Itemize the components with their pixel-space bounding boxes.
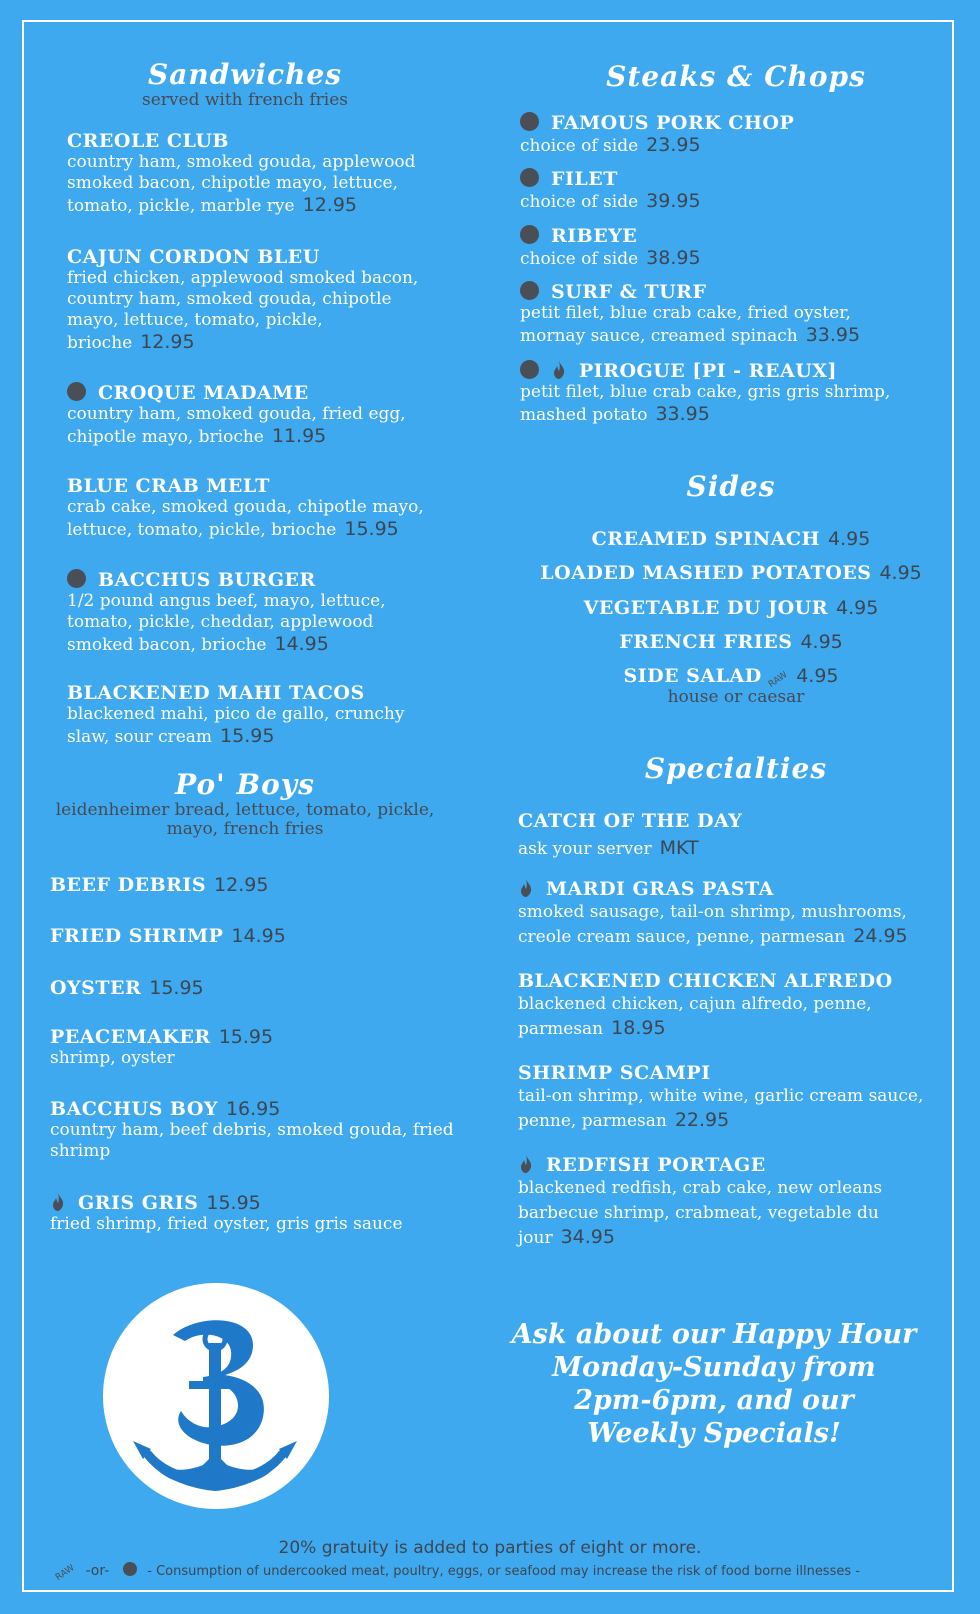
- item-name: CATCH OF THE DAY: [518, 810, 743, 832]
- item-name: BEEF DEBRIS: [50, 874, 207, 896]
- specialties-title: Specialties: [644, 752, 828, 785]
- menu-item-beef-debris: [50, 874, 490, 896]
- menu-item-bacchus-boy: [50, 1098, 460, 1162]
- menu-item-cajun-cordon-bleu: [67, 246, 437, 354]
- item-name: CROQUE MADAME: [98, 382, 309, 404]
- item-desc: choice of side: [520, 249, 639, 269]
- item-desc: smoked sausage, tail-on shrimp, mushrooms, creole cream sauce, penne, parmesan: [518, 902, 907, 947]
- item-name: FRENCH FRIES: [619, 631, 793, 653]
- sandwiches-subtitle: served with french fries: [142, 90, 348, 110]
- item-desc: shrimp, oyster: [50, 1048, 175, 1068]
- specialties-header: [516, 752, 956, 785]
- item-price: 14.95: [231, 925, 286, 947]
- item-name: BACCHUS BURGER: [98, 569, 316, 591]
- spicy-flame-icon: [518, 878, 534, 898]
- item-desc: crab cake, smoked gouda, chipotle mayo, lettuce, tomato, pickle, brioche: [67, 497, 424, 540]
- item-price: 4.95: [836, 597, 879, 619]
- item-price: 11.95: [271, 425, 327, 447]
- sides-title: Sides: [686, 470, 776, 503]
- item-price: 4.95: [800, 631, 843, 653]
- menu-item-surf-and-turf: [520, 281, 920, 347]
- menu-item-catch-of-the-day: [518, 810, 948, 866]
- item-desc: petit filet, blue crab cake, fried oyster, mornay sauce, creamed spinach: [520, 303, 851, 346]
- anchor-b-logo-icon: [103, 1283, 329, 1509]
- item-name: SHRIMP SCAMPI: [518, 1062, 711, 1084]
- item-desc: blackened mahi, pico de gallo, crunchy slaw, sour cream: [67, 704, 405, 747]
- item-desc: ask your server: [518, 839, 652, 859]
- menu-item-redfish-portage: [518, 1154, 908, 1251]
- item-name: FILET: [551, 168, 618, 190]
- item-desc: 1/2 pound angus beef, mayo, lettuce, tomato, pickle, cheddar, applewood smoked bacon, brioche: [67, 591, 386, 655]
- item-name: RIBEYE: [551, 225, 638, 247]
- item-price: 38.95: [646, 247, 701, 269]
- item-price: 39.95: [646, 190, 701, 212]
- item-name: PEACEMAKER: [50, 1026, 211, 1048]
- item-desc: country ham, beef debris, smoked gouda, fried shrimp: [50, 1120, 454, 1161]
- menu-item-ribeye: [520, 225, 950, 270]
- steaks-header: [516, 60, 956, 93]
- item-price: 15.95: [206, 1192, 261, 1214]
- item-price: 4.95: [879, 562, 922, 584]
- restaurant-logo: [103, 1283, 329, 1509]
- item-price: 34.95: [560, 1226, 615, 1248]
- item-desc: fried shrimp, fried oyster, gris gris sauce: [50, 1214, 403, 1234]
- steaks-title: Steaks & Chops: [606, 60, 866, 93]
- item-desc: petit filet, blue crab cake, gris gris shrimp, mashed potato: [520, 382, 891, 425]
- side-item-french-fries: [516, 631, 946, 653]
- item-name: PIROGUE [PI - REAUX]: [579, 360, 838, 382]
- sides-header: [516, 470, 946, 503]
- happy-hour-line: Monday-Sunday from: [552, 1352, 876, 1383]
- warning-text: - Consumption of undercooked meat, poultry, eggs, or seafood may increase the risk of food borne illnesses -: [147, 1564, 860, 1579]
- menu-item-pirogue: [520, 360, 900, 426]
- undercooked-dot-icon: [67, 382, 86, 401]
- sandwiches-header: [40, 58, 450, 110]
- undercooked-dot-icon: [520, 281, 539, 300]
- menu-item-peacemaker: [50, 1026, 490, 1069]
- item-price: 33.95: [655, 403, 710, 425]
- item-price: 23.95: [646, 134, 701, 156]
- item-price: 15.95: [344, 518, 399, 540]
- item-desc: choice of side: [520, 192, 639, 212]
- item-price: 12.95: [302, 194, 358, 216]
- menu-item-creole-club: [67, 130, 437, 217]
- item-price: 15.95: [220, 725, 275, 747]
- item-price: 14.95: [274, 633, 329, 655]
- left-column: [40, 52, 480, 1252]
- item-price: 15.95: [149, 977, 204, 999]
- menu-item-blackened-mahi-tacos: [67, 682, 437, 748]
- item-name: CREOLE CLUB: [67, 130, 229, 152]
- item-price: 4.95: [828, 528, 871, 550]
- item-desc: choice of side: [520, 136, 639, 156]
- item-name: CAJUN CORDON BLEU: [67, 246, 320, 268]
- item-price: 12.95: [140, 331, 195, 353]
- undercooked-dot-icon: [520, 168, 539, 187]
- item-desc: fried chicken, applewood smoked bacon, country ham, smoked gouda, chipotle mayo, lettuce, tomato, pickle, brioche: [67, 268, 419, 353]
- undercooked-dot-icon: [520, 225, 539, 244]
- item-name: BACCHUS BOY: [50, 1098, 218, 1120]
- menu-item-blue-crab-melt: [67, 475, 437, 541]
- gratuity-note: 20% gratuity is added to parties of eight or more.: [278, 1538, 702, 1558]
- item-name: SIDE SALAD: [623, 665, 762, 687]
- happy-hour-promo: [508, 1318, 920, 1450]
- item-desc: blackened chicken, cajun alfredo, penne, parmesan: [518, 994, 872, 1039]
- item-price: 4.95: [796, 665, 839, 687]
- sandwiches-title: Sandwiches: [147, 58, 343, 91]
- side-item-loaded-mashed-potatoes: [516, 562, 946, 584]
- menu-item-filet: [520, 168, 950, 213]
- item-name: BLUE CRAB MELT: [67, 475, 270, 497]
- item-price: 33.95: [805, 324, 861, 346]
- undercooked-dot-icon: [520, 112, 539, 131]
- menu-item-bacchus-burger: [67, 569, 437, 656]
- item-name: GRIS GRIS: [78, 1192, 199, 1214]
- undercooked-dot-icon: [123, 1562, 137, 1576]
- item-name: VEGETABLE DU JOUR: [583, 597, 829, 619]
- item-note: house or caesar: [667, 687, 805, 707]
- side-item-vegetable-du-jour: [516, 597, 946, 619]
- side-item-side-salad: [516, 665, 946, 707]
- undercooked-dot-icon: [67, 569, 86, 588]
- item-name: OYSTER: [50, 977, 142, 999]
- happy-hour-line: 2pm-6pm, and our: [574, 1385, 854, 1416]
- raw-marker: RAW: [53, 1563, 77, 1583]
- menu-item-croque-madame: [67, 382, 437, 448]
- side-item-creamed-spinach: [516, 528, 946, 550]
- item-name: MARDI GRAS PASTA: [546, 878, 774, 900]
- right-column: [516, 52, 946, 1252]
- poboys-subtitle: leidenheimer bread, lettuce, tomato, pickle, mayo, french fries: [55, 800, 435, 839]
- spicy-flame-icon: [518, 1154, 534, 1174]
- item-price: 24.95: [853, 925, 908, 947]
- happy-hour-line: Ask about our Happy Hour: [511, 1319, 917, 1350]
- item-desc: tail-on shrimp, white wine, garlic cream sauce, penne, parmesan: [518, 1086, 924, 1131]
- poboys-header: [40, 768, 450, 839]
- menu-item-blackened-chicken-alfredo: [518, 970, 918, 1042]
- item-name: BLACKENED MAHI TACOS: [67, 682, 365, 704]
- or-label: -or-: [85, 1563, 110, 1579]
- item-desc: country ham, smoked gouda, fried egg, chipotle mayo, brioche: [67, 404, 406, 447]
- item-name: REDFISH PORTAGE: [546, 1154, 766, 1176]
- item-name: SURF & TURF: [551, 281, 707, 303]
- poboys-title: Po' Boys: [175, 768, 315, 801]
- menu-item-gris-gris: [50, 1192, 490, 1235]
- item-price: 18.95: [611, 1017, 666, 1039]
- item-desc: blackened redfish, crab cake, new orleans barbecue shrimp, crabmeat, vegetable du jour: [518, 1178, 883, 1248]
- item-price: 16.95: [225, 1098, 281, 1120]
- item-price: 15.95: [218, 1026, 274, 1048]
- menu-item-mardi-gras-pasta: [518, 878, 938, 950]
- menu-item-shrimp-scampi: [518, 1062, 938, 1134]
- item-desc: country ham, smoked gouda, applewood smoked bacon, chipotle mayo, lettuce, tomato, pickle, marble rye: [67, 152, 416, 216]
- menu-item-oyster: [50, 977, 490, 999]
- consumption-warning: [53, 1562, 935, 1583]
- menu-item-fried-shrimp: [50, 925, 490, 947]
- raw-marker: RAW: [766, 670, 790, 690]
- item-price: 12.95: [214, 874, 269, 896]
- item-name: FAMOUS PORK CHOP: [551, 112, 795, 134]
- item-name: CREAMED SPINACH: [591, 528, 820, 550]
- item-name: BLACKENED CHICKEN ALFREDO: [518, 970, 893, 992]
- item-name: FRIED SHRIMP: [50, 925, 224, 947]
- spicy-flame-icon: [50, 1192, 66, 1212]
- item-price: MKT: [659, 837, 699, 859]
- undercooked-dot-icon: [520, 360, 539, 379]
- item-name: LOADED MASHED POTATOES: [540, 562, 872, 584]
- happy-hour-line: Weekly Specials!: [587, 1418, 841, 1449]
- item-price: 22.95: [674, 1109, 730, 1131]
- menu-item-famous-pork-chop: [520, 112, 950, 157]
- spicy-flame-icon: [551, 360, 567, 380]
